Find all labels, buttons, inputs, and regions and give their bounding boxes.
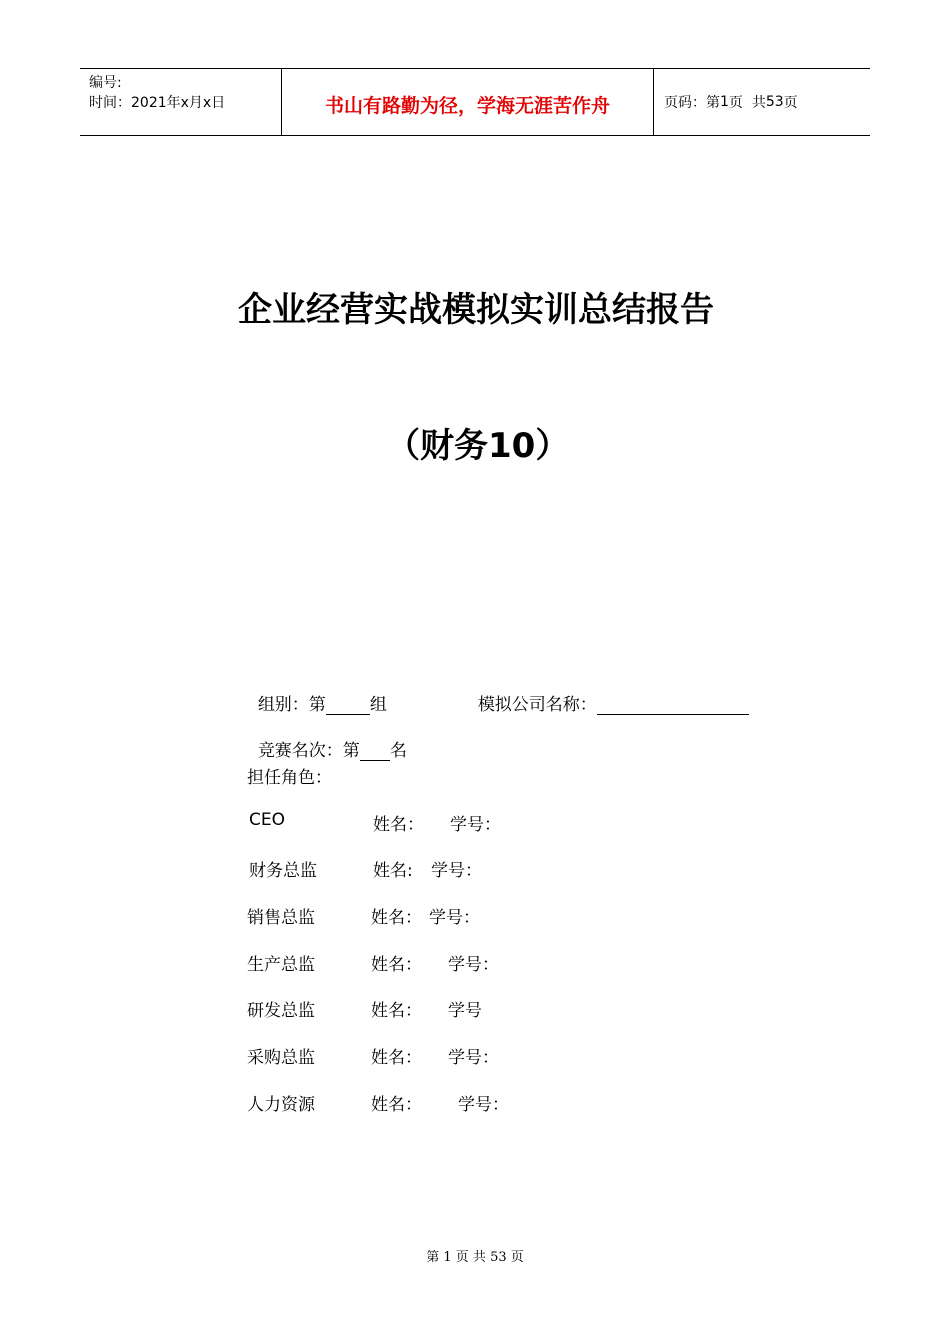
footer-prefix: 第: [426, 1250, 440, 1265]
report-title: 企业经营实战模拟实训总结报告: [238, 290, 714, 330]
group-label: 组别：第: [257, 695, 326, 715]
page-suffix: 页: [783, 95, 798, 111]
report-subtitle: （财务10）: [386, 426, 570, 466]
role-ceo-name: 姓名：: [373, 815, 424, 835]
role-finance-name: 姓名:: [373, 861, 413, 881]
role-sales-name: 姓名：: [371, 908, 422, 928]
role-production-id: 学号：: [448, 955, 499, 975]
role-purchasing-id: 学号：: [448, 1048, 499, 1068]
company-blank[interactable]: [597, 698, 749, 715]
role-hr-name: 姓名：: [371, 1095, 422, 1115]
role-hr: 人力资源: [247, 1095, 315, 1115]
role-ceo: CEO: [249, 810, 285, 830]
role-rnd: 研发总监: [247, 1001, 315, 1021]
footer-mid: 页 共: [455, 1250, 486, 1265]
page-prefix: 页码：第: [664, 95, 720, 111]
role-finance-id: 学号：: [431, 861, 482, 881]
role-production: 生产总监: [247, 955, 315, 975]
rank-label: 竞赛名次：第: [257, 741, 360, 761]
code-label: 编号:: [89, 75, 122, 91]
header-page-number: [654, 69, 870, 135]
page-current: 1: [720, 94, 729, 110]
rank-field: [247, 716, 407, 761]
footer-total: 53: [490, 1250, 507, 1265]
header-motto: 书山有路勤为径，学海无涯苦作舟: [282, 69, 654, 135]
role-hr-id: 学号：: [458, 1095, 509, 1115]
company-label: 模拟公司名称：: [477, 695, 597, 715]
role-rnd-id: 学号: [448, 1001, 482, 1021]
roles-label: 担任角色：: [247, 768, 332, 788]
role-production-name: 姓名：: [371, 955, 422, 975]
header-meta-cell: [80, 69, 282, 135]
role-purchasing-name: 姓名：: [371, 1048, 422, 1068]
page-mid: 页 共: [728, 95, 766, 111]
group-field: [247, 670, 387, 715]
role-sales: 销售总监: [247, 908, 315, 928]
time-label: 时间：2021年x月x日: [89, 95, 226, 111]
role-rnd-name: 姓名：: [371, 1001, 422, 1021]
role-finance: 财务总监: [249, 861, 317, 881]
role-ceo-id: 学号：: [450, 815, 501, 835]
page-total: 53: [765, 94, 784, 110]
group-blank[interactable]: [326, 698, 370, 715]
role-purchasing: 采购总监: [247, 1048, 315, 1068]
rank-suffix: 名: [389, 741, 407, 761]
rank-blank[interactable]: [360, 744, 390, 761]
footer-current: 1: [443, 1250, 452, 1265]
footer-suffix: 页: [510, 1250, 524, 1265]
company-field: [467, 670, 749, 715]
page-header: [80, 68, 870, 136]
role-sales-id: 学号：: [429, 908, 480, 928]
group-suffix: 组: [369, 695, 387, 715]
page-footer: [0, 1246, 950, 1265]
